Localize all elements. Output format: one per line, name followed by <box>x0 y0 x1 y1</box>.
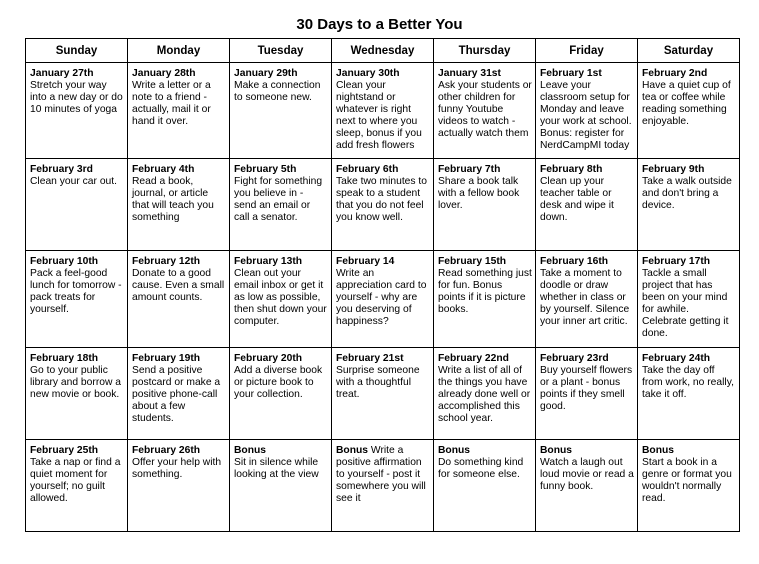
day-activity: Tackle a small project that has been on your mind for awhile. Celebrate getting it done. <box>642 268 729 339</box>
day-date: January 29th <box>234 68 298 79</box>
day-date: February 18th <box>30 353 99 364</box>
day-cell[interactable] <box>26 251 128 348</box>
day-cell[interactable] <box>128 440 230 532</box>
day-activity: Fight for something you believe in - send an email or call a senator. <box>234 176 323 223</box>
day-activity: Share a book talk with a fellow book lover. <box>438 176 520 211</box>
day-date: February 6th <box>336 164 399 175</box>
day-header-tuesday: Tuesday <box>230 39 332 63</box>
day-cell[interactable] <box>536 159 638 251</box>
day-activity: Offer your help with something. <box>132 457 222 480</box>
week-row-1 <box>26 63 740 159</box>
day-activity: Clean up your teacher table or desk and wipe it down. <box>540 176 614 223</box>
day-activity: Leave your classroom setup for Monday and leave your work at school. Bonus: register for NerdCampMI today <box>540 80 632 151</box>
day-cell[interactable] <box>536 251 638 348</box>
day-activity: Take two minutes to speak to a student that you do not feel you know well. <box>336 176 427 223</box>
day-date: February 1st <box>540 68 602 79</box>
day-activity: Take a walk outside and don't bring a device. <box>642 176 732 211</box>
day-date: February 19th <box>132 353 201 364</box>
day-cell[interactable] <box>536 63 638 159</box>
day-cell[interactable] <box>128 348 230 440</box>
day-cell[interactable] <box>230 159 332 251</box>
week-row-4 <box>26 348 740 440</box>
day-cell[interactable] <box>128 251 230 348</box>
page-title: 30 Days to a Better You <box>296 16 463 33</box>
day-activity: Write an appreciation card to yourself - why are you deserving of happiness? <box>336 268 427 327</box>
day-activity: Take the day off from work, no really, take it off. <box>642 365 734 400</box>
day-date: February 21st <box>336 353 404 364</box>
day-date: February 16th <box>540 256 609 267</box>
day-activity: Stretch your way into a new day or do 10 minutes of yoga <box>30 80 123 115</box>
day-date: February 9th <box>642 164 705 175</box>
day-activity: Donate to a good cause. Even a small amount counts. <box>132 268 225 303</box>
day-activity: Write a list of all of the things you have already done well or accomplished this school year. <box>438 365 531 424</box>
day-date: February 24th <box>642 353 711 364</box>
day-cell[interactable] <box>332 63 434 159</box>
day-date: February 4th <box>132 164 195 175</box>
day-date: February 17th <box>642 256 711 267</box>
day-date: February 20th <box>234 353 303 364</box>
day-activity: Take a moment to doodle or draw whether in class or by yourself. Silence your inner art critic. <box>540 268 630 327</box>
day-date: February 14 <box>336 256 395 267</box>
day-date: February 22nd <box>438 353 509 364</box>
day-activity: Ask your students or other children for funny Youtube videos to watch - actually watch them <box>438 80 532 139</box>
day-date: January 27th <box>30 68 94 79</box>
day-cell[interactable] <box>434 159 536 251</box>
day-date: February 12th <box>132 256 201 267</box>
day-header-saturday: Saturday <box>638 39 740 63</box>
day-activity: Read a book, journal, or article that will teach you something <box>132 176 214 223</box>
day-cell[interactable] <box>434 440 536 532</box>
day-cell[interactable] <box>332 348 434 440</box>
day-header-friday: Friday <box>536 39 638 63</box>
day-activity: Have a quiet cup of tea or coffee while reading something enjoyable. <box>642 80 731 127</box>
day-date: February 2nd <box>642 68 708 79</box>
day-date: January 31st <box>438 68 501 79</box>
day-date: Bonus <box>540 445 573 456</box>
day-activity: Write a positive affirmation to yourself - post it somewhere you will see it <box>336 445 426 504</box>
day-date: February 13th <box>234 256 303 267</box>
day-date: February 25th <box>30 445 99 456</box>
day-activity: Make a connection to someone new. <box>234 80 321 103</box>
day-activity: Send a positive postcard or make a positive phone-call about a few students. <box>132 365 221 424</box>
day-header-row <box>26 39 740 63</box>
day-activity: Add a diverse book or picture book to your collection. <box>234 365 323 400</box>
day-date: February 5th <box>234 164 297 175</box>
day-header-monday: Monday <box>128 39 230 63</box>
day-cell[interactable] <box>128 63 230 159</box>
day-cell[interactable] <box>230 440 332 532</box>
day-cell[interactable] <box>434 348 536 440</box>
day-activity: Read something just for fun. Bonus points if it is picture books. <box>438 268 532 315</box>
week-row-3 <box>26 251 740 348</box>
day-date: February 3rd <box>30 164 93 175</box>
day-cell[interactable] <box>536 440 638 532</box>
day-cell[interactable] <box>128 159 230 251</box>
day-cell[interactable] <box>638 63 740 159</box>
day-header-thursday: Thursday <box>434 39 536 63</box>
day-cell[interactable] <box>230 348 332 440</box>
day-cell[interactable] <box>26 440 128 532</box>
day-activity: Start a book in a genre or format you wouldn't normally read. <box>642 457 732 504</box>
day-date: Bonus <box>234 445 267 456</box>
calendar-table <box>25 38 740 532</box>
day-date: February 8th <box>540 164 603 175</box>
day-date: February 10th <box>30 256 99 267</box>
day-cell[interactable] <box>332 440 434 532</box>
day-activity: Sit in silence while looking at the view <box>234 457 319 480</box>
day-activity: Pack a feel-good lunch for tomorrow - pack treats for yourself. <box>30 268 122 315</box>
day-cell[interactable] <box>230 63 332 159</box>
day-activity: Take a nap or find a quiet moment for yourself; no guilt allowed. <box>30 457 121 504</box>
day-activity: Go to your public library and borrow a new movie or book. <box>30 365 121 400</box>
day-date: Bonus <box>438 445 471 456</box>
day-cell[interactable] <box>230 251 332 348</box>
day-date: January 28th <box>132 68 196 79</box>
day-date: February 15th <box>438 256 507 267</box>
day-activity: Clean your car out. <box>30 176 117 187</box>
day-activity: Watch a laugh out loud movie or read a funny book. <box>540 457 634 492</box>
day-date: Bonus <box>336 445 369 456</box>
day-cell[interactable] <box>26 63 128 159</box>
day-date: February 26th <box>132 445 201 456</box>
day-date: Bonus <box>642 445 675 456</box>
day-header-wednesday: Wednesday <box>332 39 434 63</box>
day-date: January 30th <box>336 68 400 79</box>
week-row-2 <box>26 159 740 251</box>
day-activity: Write a letter or a note to a friend - actually, mail it or hand it over. <box>132 80 211 127</box>
day-activity: Buy yourself flowers or a plant - bonus points if they smell good. <box>540 365 633 412</box>
day-activity: Clean out your email inbox or get it as low as possible, then shut down your computer. <box>234 268 327 327</box>
day-cell[interactable] <box>332 159 434 251</box>
day-cell[interactable] <box>638 159 740 251</box>
day-cell[interactable] <box>434 63 536 159</box>
day-cell[interactable] <box>638 348 740 440</box>
day-date: February 23rd <box>540 353 609 364</box>
day-cell[interactable] <box>26 348 128 440</box>
day-cell[interactable] <box>434 251 536 348</box>
day-cell[interactable] <box>332 251 434 348</box>
day-activity: Do something kind for someone else. <box>438 457 524 480</box>
day-cell[interactable] <box>536 348 638 440</box>
day-cell[interactable] <box>638 251 740 348</box>
day-cell[interactable] <box>26 159 128 251</box>
day-activity: Clean your nightstand or whatever is right next to where you sleep, bonus if you add fresh flowers <box>336 80 422 151</box>
day-activity: Surprise someone with a thoughtful treat. <box>336 365 420 400</box>
week-row-5 <box>26 440 740 532</box>
day-header-sunday: Sunday <box>26 39 128 63</box>
day-cell[interactable] <box>638 440 740 532</box>
day-date: February 7th <box>438 164 501 175</box>
